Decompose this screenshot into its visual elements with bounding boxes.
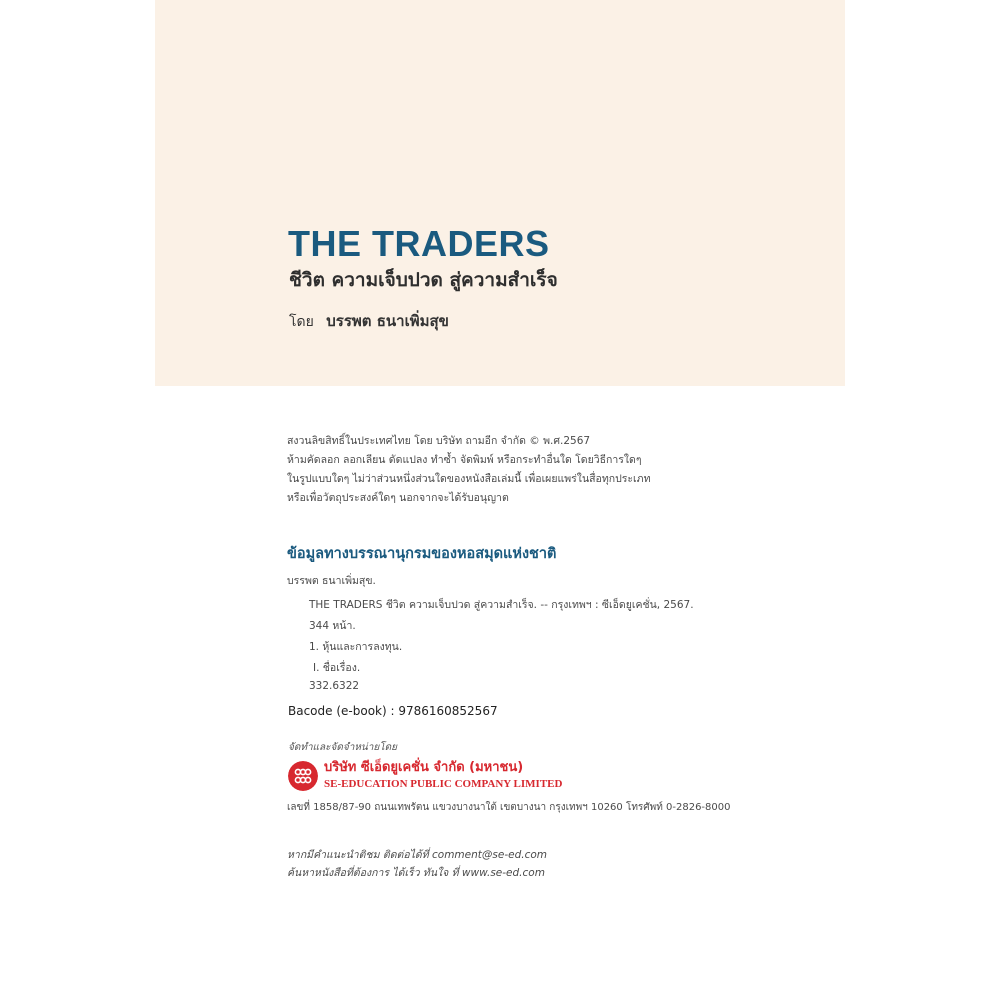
copyright-line: หรือเพื่อวัตถุประสงค์ใดๆ นอกจากจะได้รับอนุญาต — [287, 492, 509, 504]
catalog-subject: 1. หุ้นและการลงทุน. — [309, 641, 403, 653]
publisher-name-english: SE-EDUCATION PUBLIC COMPANY LIMITED — [324, 778, 563, 790]
copyright-line: สงวนลิขสิทธิ์ในประเทศไทย โดย บริษัท ถามอีก จำกัด © พ.ศ.2567 — [287, 435, 591, 447]
catalog-title: THE TRADERS ชีวิต ความเจ็บปวด สู่ความสำเร็จ. -- กรุงเทพฯ : ซีเอ็ดยูเคชั่น, 2567. — [309, 599, 694, 611]
author-prefix: โดย — [289, 314, 314, 330]
copyright-line: ห้ามคัดลอก ลอกเลียน ดัดแปลง ทำซ้ำ จัดพิมพ์ หรือกระทำอื่นใด โดยวิธีการใดๆ — [287, 454, 642, 466]
catalog-added-title: I. ชื่อเรื่อง. — [313, 662, 361, 674]
contact-email-line: หากมีคำแนะนำติชม ติดต่อได้ที่ comment@se-ed.com — [287, 849, 547, 861]
se-ed-logo-icon — [288, 761, 318, 791]
catalog-pages: 344 หน้า. — [309, 620, 356, 632]
cover-band — [155, 0, 845, 386]
publisher-address: เลขที่ 1858/87-90 ถนนเทพรัตน แขวงบางนาใต้ เขตบางนา กรุงเทพฯ 10260 โทรศัพท์ 0-2826-8000 — [287, 802, 731, 813]
copyright-line: ในรูปแบบใดๆ ไม่ว่าส่วนหนึ่งส่วนใดของหนังสือเล่มนี้ เพื่อเผยแพร่ในสื่อทุกประเภท — [287, 473, 651, 485]
distributed-by-label: จัดทำและจัดจำหน่ายโดย — [288, 742, 397, 753]
catalog-classification: 332.6322 — [309, 680, 360, 692]
book-subtitle: ชีวิต ความเจ็บปวด สู่ความสำเร็จ — [289, 269, 558, 291]
author-line — [289, 310, 449, 333]
contact-website-line: ค้นหาหนังสือที่ต้องการ ได้เร็ว ทันใจ ที่ www.se-ed.com — [287, 867, 545, 879]
contact-info — [287, 846, 547, 882]
ebook-barcode: Bacode (e-book) : 9786160852567 — [288, 704, 498, 718]
book-title: THE TRADERS — [288, 223, 550, 264]
publisher-logo — [288, 760, 608, 794]
catalog-author: บรรพต ธนาเพิ่มสุข. — [287, 575, 376, 587]
copyright-notice — [287, 432, 727, 508]
catalog-heading: ข้อมูลทางบรรณานุกรมของหอสมุดแห่งชาติ — [287, 546, 557, 562]
author-name: บรรพต ธนาเพิ่มสุข — [326, 312, 449, 330]
publisher-name-thai: บริษัท ซีเอ็ดยูเคชั่น จำกัด (มหาชน) — [324, 760, 524, 775]
